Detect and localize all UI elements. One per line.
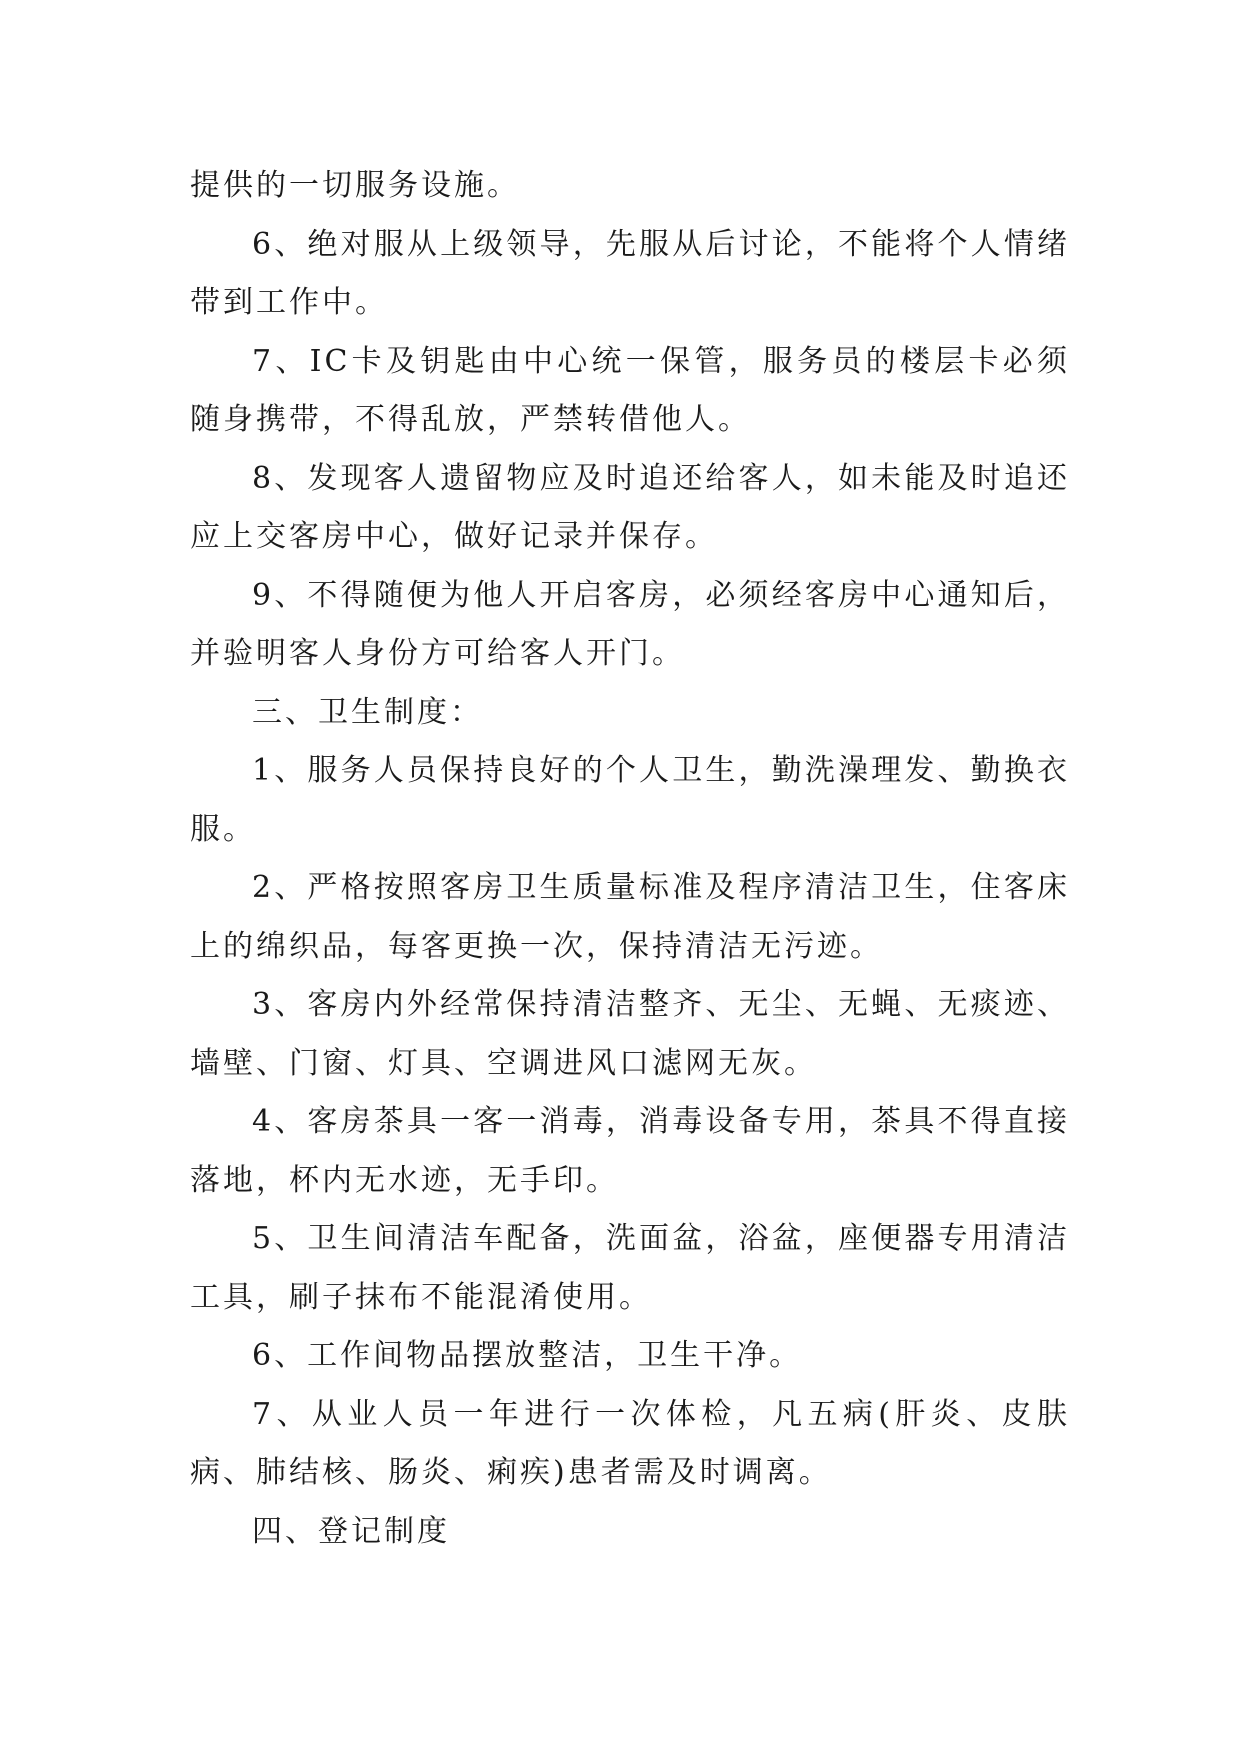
rule-item: 6、工作间物品摆放整洁，卫生干净。 xyxy=(252,1338,803,1373)
rule-item: 2、严格按照客房卫生质量标准及程序清洁卫生，住客床上的绵织品，每客更换一次，保持清洁无污迹。 xyxy=(190,870,1070,964)
rule-item: 6、绝对服从上级领导，先服从后讨论，不能将个人情绪带到工作中。 xyxy=(190,226,1070,320)
rule-item: 7、从业人员一年进行一次体检，凡五病(肝炎、皮肤病、肺结核、肠炎、痢疾)患者需及时调离。 xyxy=(190,1396,1070,1490)
section-heading-registration: 四、登记制度 xyxy=(252,1513,450,1549)
rule-item: 3、客房内外经常保持清洁整齐、无尘、无蝇、无痰迹、墙壁、门窗、灯具、空调进风口滤网无灰。 xyxy=(190,987,1070,1081)
rule-item: 9、不得随便为他人开启客房，必须经客房中心通知后，并验明客人身份方可给客人开门。 xyxy=(190,577,1070,671)
rule-item: 7、IC卡及钥匙由中心统一保管，服务员的楼层卡必须随身携带，不得乱放，严禁转借他人。 xyxy=(190,343,1070,437)
section-heading-hygiene: 三、卫生制度： xyxy=(252,694,483,730)
document-body xyxy=(190,157,1070,1561)
rule-item: 4、客房茶具一客一消毒，消毒设备专用，茶具不得直接落地，杯内无水迹，无手印。 xyxy=(190,1104,1070,1198)
paragraph-continuation: 提供的一切服务设施。 xyxy=(190,168,520,203)
rule-item: 8、发现客人遗留物应及时追还给客人，如未能及时追还应上交客房中心，做好记录并保存。 xyxy=(190,460,1070,554)
rule-item: 1、服务人员保持良好的个人卫生，勤洗澡理发、勤换衣服。 xyxy=(190,753,1070,847)
rule-item: 5、卫生间清洁车配备，洗面盆，浴盆，座便器专用清洁工具，刷子抹布不能混淆使用。 xyxy=(190,1221,1070,1315)
